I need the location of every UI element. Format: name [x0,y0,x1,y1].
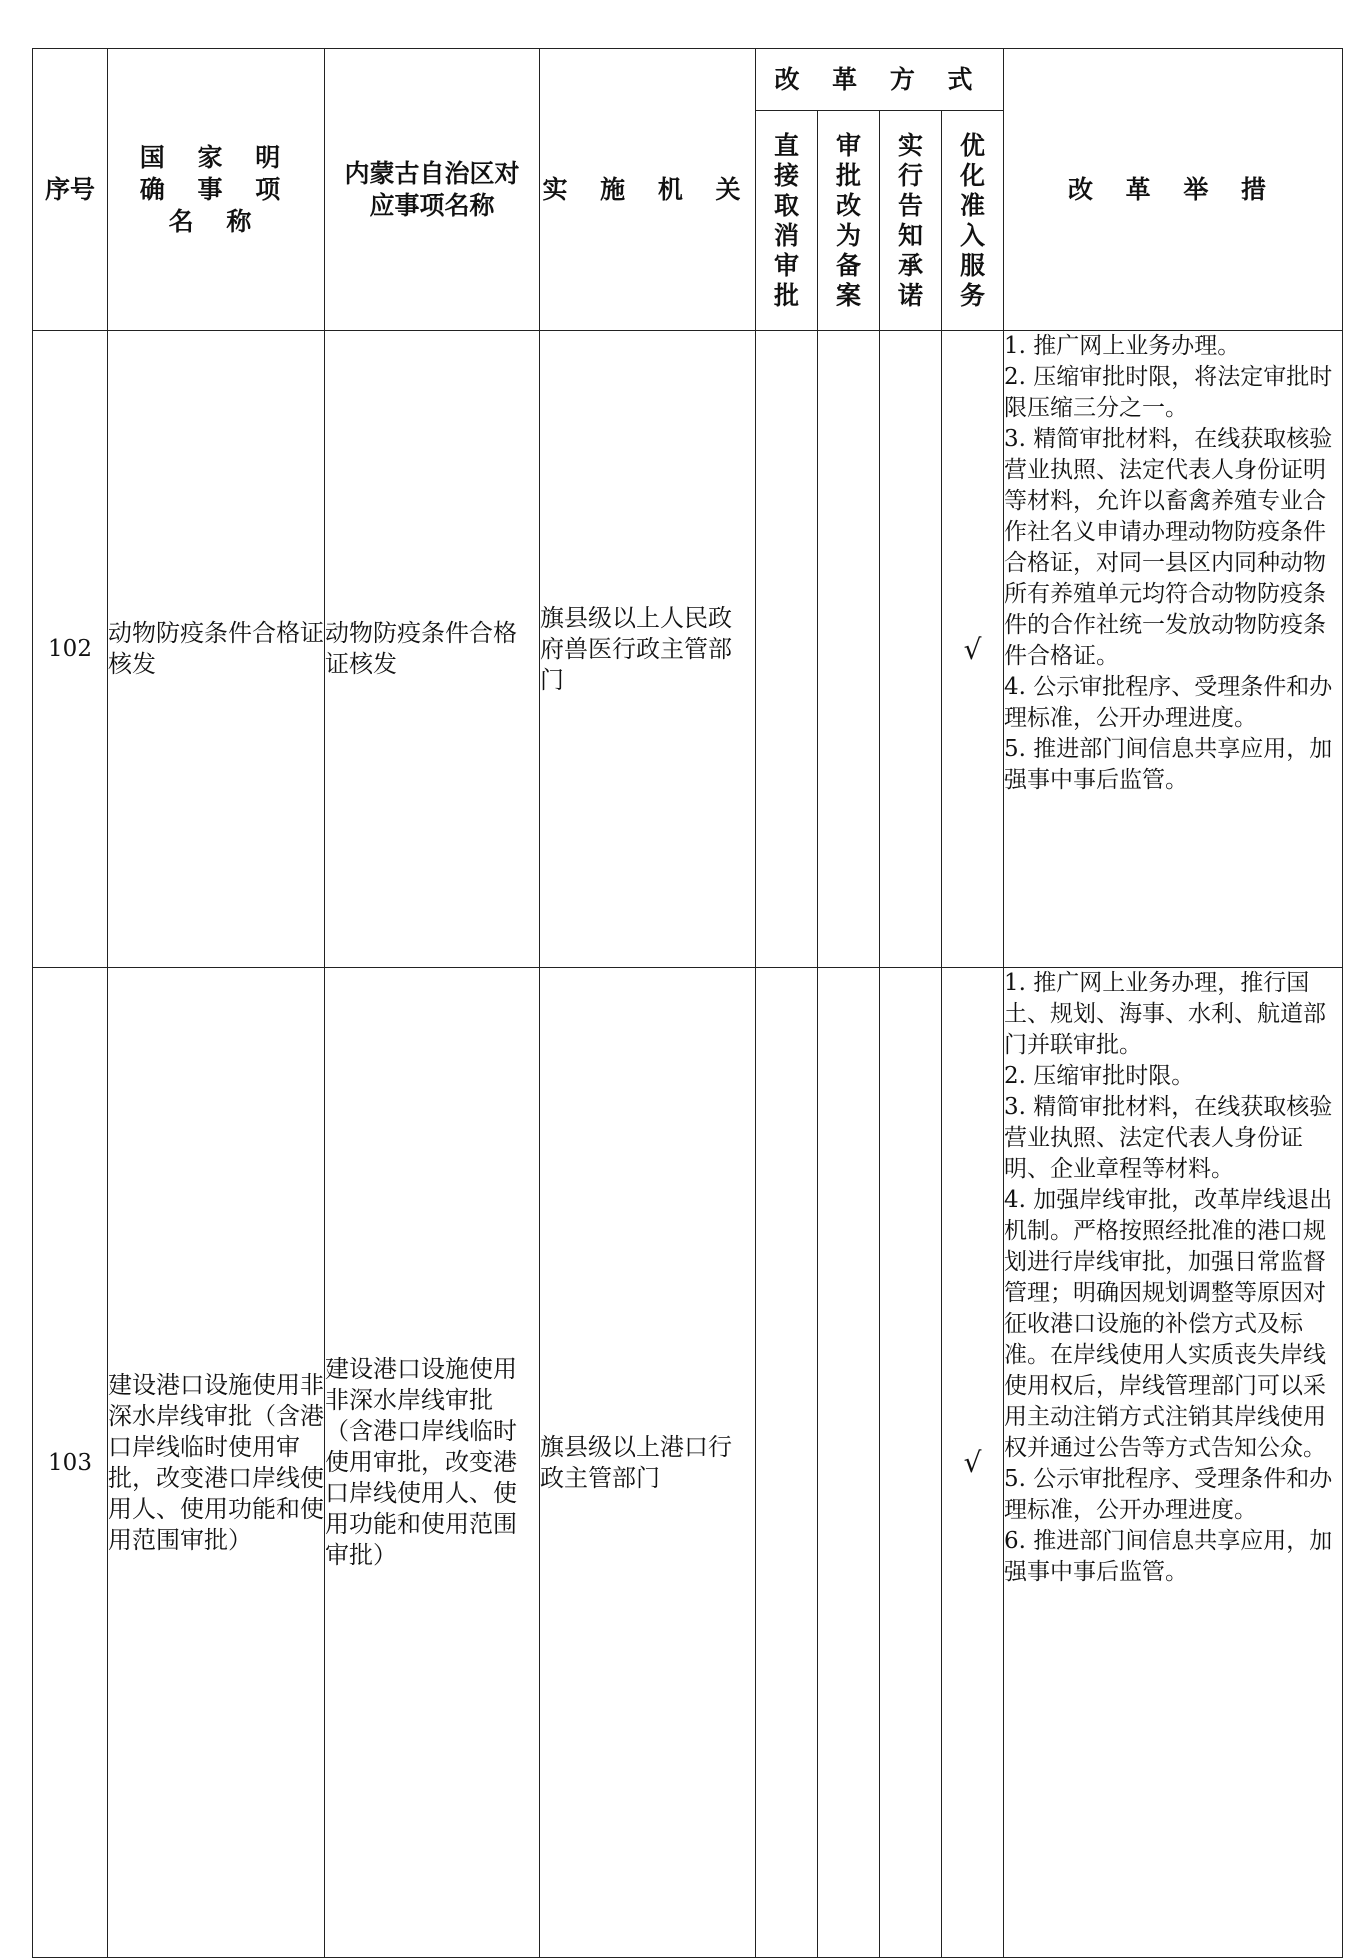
table-row [33,331,1343,968]
row-mark-optimize-access: √ [942,331,1004,968]
measure-item: 1. 推广网上业务办理，推行国土、规划、海事、水利、航道部门并联审批。 [1004,970,1326,1058]
header-national-item: 国 家 明 确 事 项 名 称 [108,49,325,331]
policy-table [32,48,1343,1958]
row-mark-notify-commit [880,331,942,968]
row-measures [1004,968,1343,1958]
measure-item: 2. 压缩审批时限，将法定审批时限压缩三分之一。 [1004,364,1333,421]
row-agency: 旗县级以上人民政府兽医行政主管部门 [540,331,756,968]
header-notify-commit: 实行告知承诺 [880,111,942,331]
measure-item: 6. 推进部门间信息共享应用，加强事中事后监管。 [1004,1528,1333,1585]
header-to-filing: 审批改为备案 [818,111,880,331]
header-nm-item: 内蒙古自治区对应事项名称 [325,49,540,331]
measure-item: 5. 公示审批程序、受理条件和办理标准，公开办理进度。 [1004,1466,1333,1523]
measure-item: 5. 推进部门间信息共享应用，加强事中事后监管。 [1004,736,1333,793]
measure-item: 4. 公示审批程序、受理条件和办理标准，公开办理进度。 [1004,674,1333,731]
measure-item: 3. 精简审批材料，在线获取核验营业执照、法定代表人身份证明等材料，允许以畜禽养殖专业合作社名义申请办理动物防疫条件合格证，对同一县区内同种动物所有养殖单元均符合动物防疫条件的合作社统一发放动物防疫条件合格证。 [1004,426,1333,669]
row-mark-to-filing [818,331,880,968]
header-measures: 改 革 举 措 [1004,49,1343,331]
header-agency: 实 施 机 关 [540,49,756,331]
row-mark-direct-cancel [756,968,818,1958]
row-national-item: 动物防疫条件合格证核发 [108,331,325,968]
row-national-item: 建设港口设施使用非深水岸线审批（含港口岸线临时使用审批，改变港口岸线使用人、使用功能和使用范围审批） [108,968,325,1958]
row-nm-item: 动物防疫条件合格证核发 [325,331,540,968]
header-optimize-access: 优化准入服务 [942,111,1004,331]
row-seq: 103 [33,968,108,1958]
header-seq: 序号 [33,49,108,331]
measure-item: 3. 精简审批材料，在线获取核验营业执照、法定代表人身份证明、企业章程等材料。 [1004,1094,1333,1182]
header-direct-cancel: 直接取消审批 [756,111,818,331]
row-nm-item: 建设港口设施使用非深水岸线审批（含港口岸线临时使用审批，改变港口岸线使用人、使用功能和使用范围审批） [325,968,540,1958]
row-agency: 旗县级以上港口行政主管部门 [540,968,756,1958]
table-row [33,968,1343,1958]
row-mark-to-filing [818,968,880,1958]
header-reform-method: 改 革 方 式 [756,49,1004,111]
measure-item: 2. 压缩审批时限。 [1004,1063,1195,1089]
measure-item: 1. 推广网上业务办理。 [1004,333,1241,359]
row-mark-notify-commit [880,968,942,1958]
row-mark-optimize-access: √ [942,968,1004,1958]
row-mark-direct-cancel [756,331,818,968]
measure-item: 4. 加强岸线审批，改革岸线退出机制。严格按照经批准的港口规划进行岸线审批，加强日常监督管理；明确因规划调整等原因对征收港口设施的补偿方式及标准。在岸线使用人实质丧失岸线使用权后，岸线管理部门可以采用主动注销方式注销其岸线使用权并通过公告等方式告知公众。 [1004,1187,1333,1461]
row-measures [1004,331,1343,968]
row-seq: 102 [33,331,108,968]
